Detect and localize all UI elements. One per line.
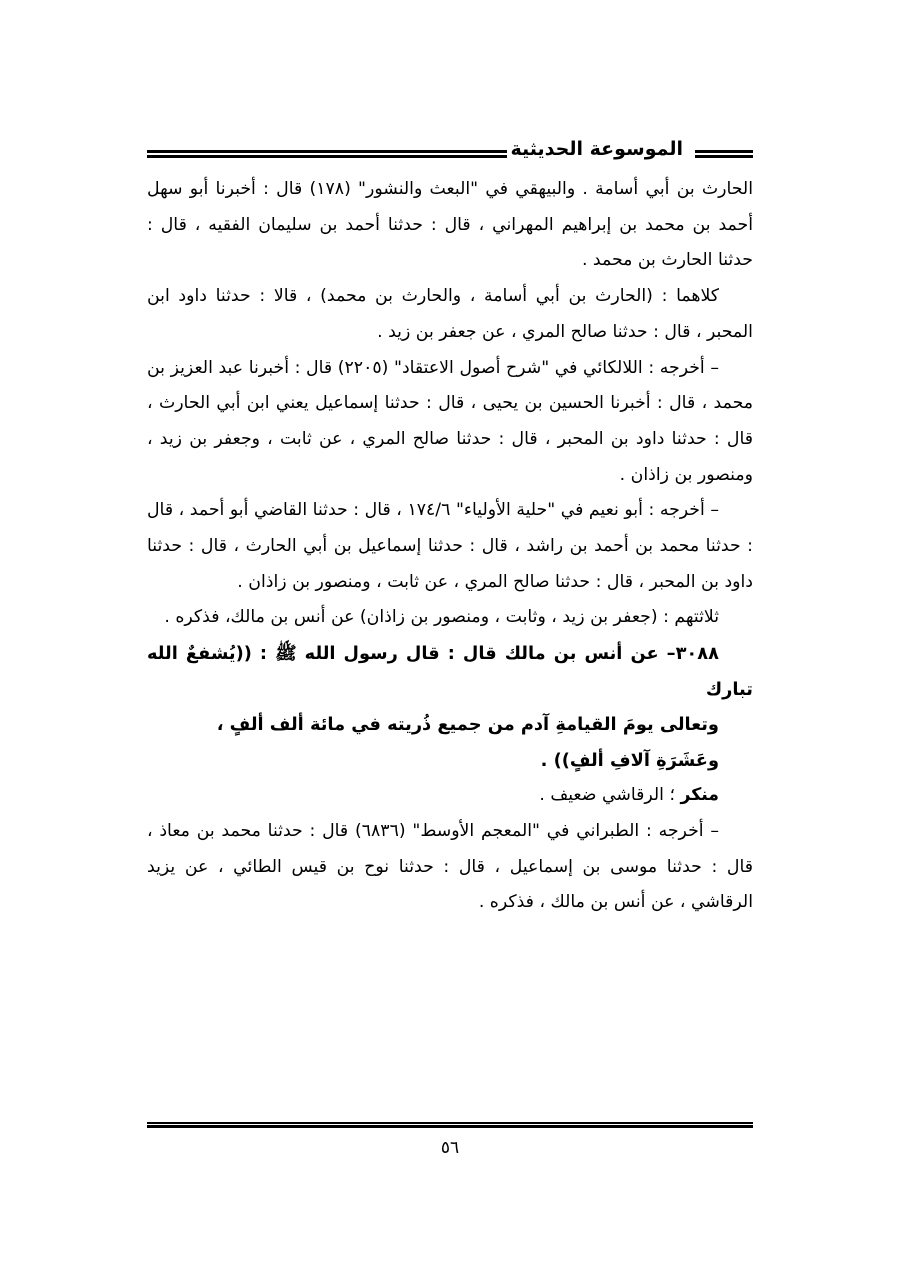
grade-label: منكر: [680, 785, 719, 806]
book-page: [147, 130, 753, 1160]
header-rule-left: [147, 150, 507, 158]
page-body: [147, 172, 753, 921]
grade-note: ؛ الرقاشي ضعيف .: [539, 785, 681, 806]
paragraph-5: ثلاثتهم : (جعفر بن زيد ، وثابت ، ومنصور بن زاذان) عن أنس بن مالك، فذكره .: [164, 607, 719, 628]
paragraph-4: – أخرجه : أبو نعيم في "حلية الأولياء" ١٧٤/٦ ، قال : حدثنا القاضي أبو أحمد ، قال : حدثنا محمد بن أحمد بن راشد ، قال : حدثنا إسماعيل بن أبي الحارث ، قال : حدثنا داود بن المحبر ، قال : حدثنا صالح المري ، عن ثابت ، ومنصور بن زاذان .: [147, 500, 753, 592]
header-title: الموسوعة الحديثية: [510, 138, 683, 160]
paragraph-1: الحارث بن أبي أسامة . والبيهقي في "البعث والنشور" (١٧٨) قال : أخبرنا أبو سهل أحمد بن محمد بن إبراهيم المهراني ، قال : حدثنا أحمد بن سليمان الفقيه ، قال : حدثنا الحارث بن محمد .: [147, 179, 753, 271]
hadith-line-2: وتعالى يومَ القيامةِ آدم من جميع ذُريته في مائة ألف ألفٍ ،: [216, 714, 719, 736]
page-number: ٥٦: [440, 1138, 460, 1158]
hadith-line-1: ٣٠٨٨– عن أنس بن مالك قال : قال رسول الله ﷺ : ((يُشفعٌ الله تبارك: [147, 643, 753, 700]
paragraph-2: كلاهما : (الحارث بن أبي أسامة ، والحارث بن محمد) ، قالا : حدثنا داود ابن المحبر ، قال : حدثنا صالح المري ، عن جعفر بن زيد .: [147, 286, 753, 342]
footer-rule: [147, 1122, 753, 1128]
paragraph-3: – أخرجه : اللالكائي في "شرح أصول الاعتقاد" (٢٢٠٥) قال : أخبرنا عبد العزيز بن محمد ، قال : أخبرنا الحسين بن يحيى ، قال : حدثنا إسماعيل يعني ابن أبي الحارث ، قال : حدثنا داود بن المحبر ، قال : حدثنا صالح المري ، عن ثابت ، وجعفر بن زيد ، ومنصور بن زاذان .: [147, 357, 753, 485]
header-rule-right: [695, 150, 753, 158]
page-footer: [147, 1122, 753, 1158]
paragraph-6: – أخرجه : الطبراني في "المعجم الأوسط" (٦٨٣٦) قال : حدثنا محمد بن معاذ ، قال : حدثنا موسى بن إسماعيل ، قال : حدثنا نوح بن قيس الطائي ، عن يزيد الرقاشي ، عن أنس بن مالك ، فذكره .: [147, 820, 753, 913]
grading-line: [147, 778, 753, 814]
running-header: [147, 138, 753, 172]
hadith-line-3: وعَشَرَةِ آلافِ ألفٍ)) .: [540, 749, 719, 771]
